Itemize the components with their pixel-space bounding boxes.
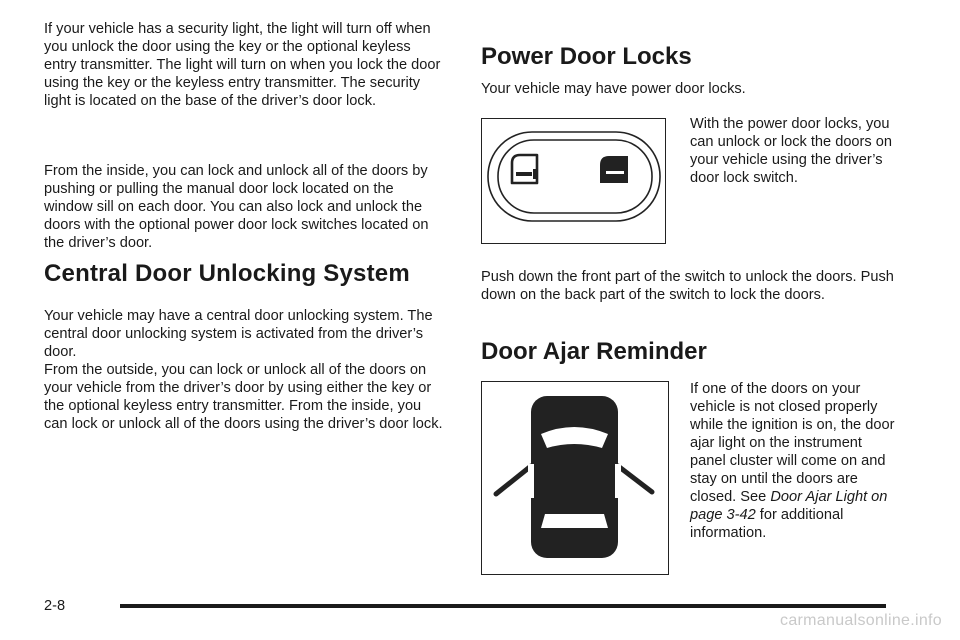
door-ajar-tail: for additional information. xyxy=(690,507,844,541)
door-ajar-reminder-heading: Door Ajar Reminder xyxy=(481,338,707,365)
outside-lock-paragraph: From the outside, you can lock or unlock all of the doors on your vehicle from the driver’s door by using either the key or the optional keyless entry transmitter. From the inside, you can lock or unlock all of the doors using the driver’s door lock. xyxy=(44,362,443,432)
door-ajar-light-reference[interactable]: Door Ajar Light on page 3-42 xyxy=(690,489,888,523)
central-door-unlocking-heading: Central Door Unlocking System xyxy=(44,260,410,287)
power-door-locks-heading: Power Door Locks xyxy=(481,43,692,70)
door-ajar-description xyxy=(690,380,900,542)
page-number: 2-8 xyxy=(44,598,66,614)
push-switch-paragraph: Push down the front part of the switch to unlock the doors. Push down on the back part of the switch to lock the doors. xyxy=(481,269,894,303)
security-light-paragraph: If your vehicle has a security light, the light will turn off when you unlock the door using the key or the optional keyless entry transmitter. The light will turn on when you lock the door using the key or the keyless entry transmitter. The security light is located on the base of the driver’s door lock. xyxy=(44,21,441,109)
footer-rule xyxy=(120,604,886,608)
power-locks-description: With the power door locks, you can unlock or lock the doors on your vehicle using the driver’s door lock switch. xyxy=(690,116,892,186)
door-ajar-car-icon xyxy=(482,382,667,573)
door-ajar-figure xyxy=(481,381,669,575)
door-lock-switch-icon xyxy=(482,119,664,242)
inside-lock-paragraph: From the inside, you can lock and unlock all of the doors by pushing or pulling the manual door lock located on the window sill on each door. You can also lock and unlock the doors with the optional power door lock switches located on the driver’s door. xyxy=(44,163,429,251)
door-ajar-text: If one of the doors on your vehicle is not closed properly while the ignition is on, the door ajar light on the instrument panel cluster will come on and stay on until the doors are closed. See xyxy=(690,381,895,505)
door-lock-switch-figure xyxy=(481,118,666,244)
watermark: carmanualsonline.info xyxy=(780,612,942,629)
power-locks-intro: Your vehicle may have power door locks. xyxy=(481,81,746,97)
central-unlocking-paragraph: Your vehicle may have a central door unlocking system. The central door unlocking system is activated from the driver’s door. xyxy=(44,308,433,360)
